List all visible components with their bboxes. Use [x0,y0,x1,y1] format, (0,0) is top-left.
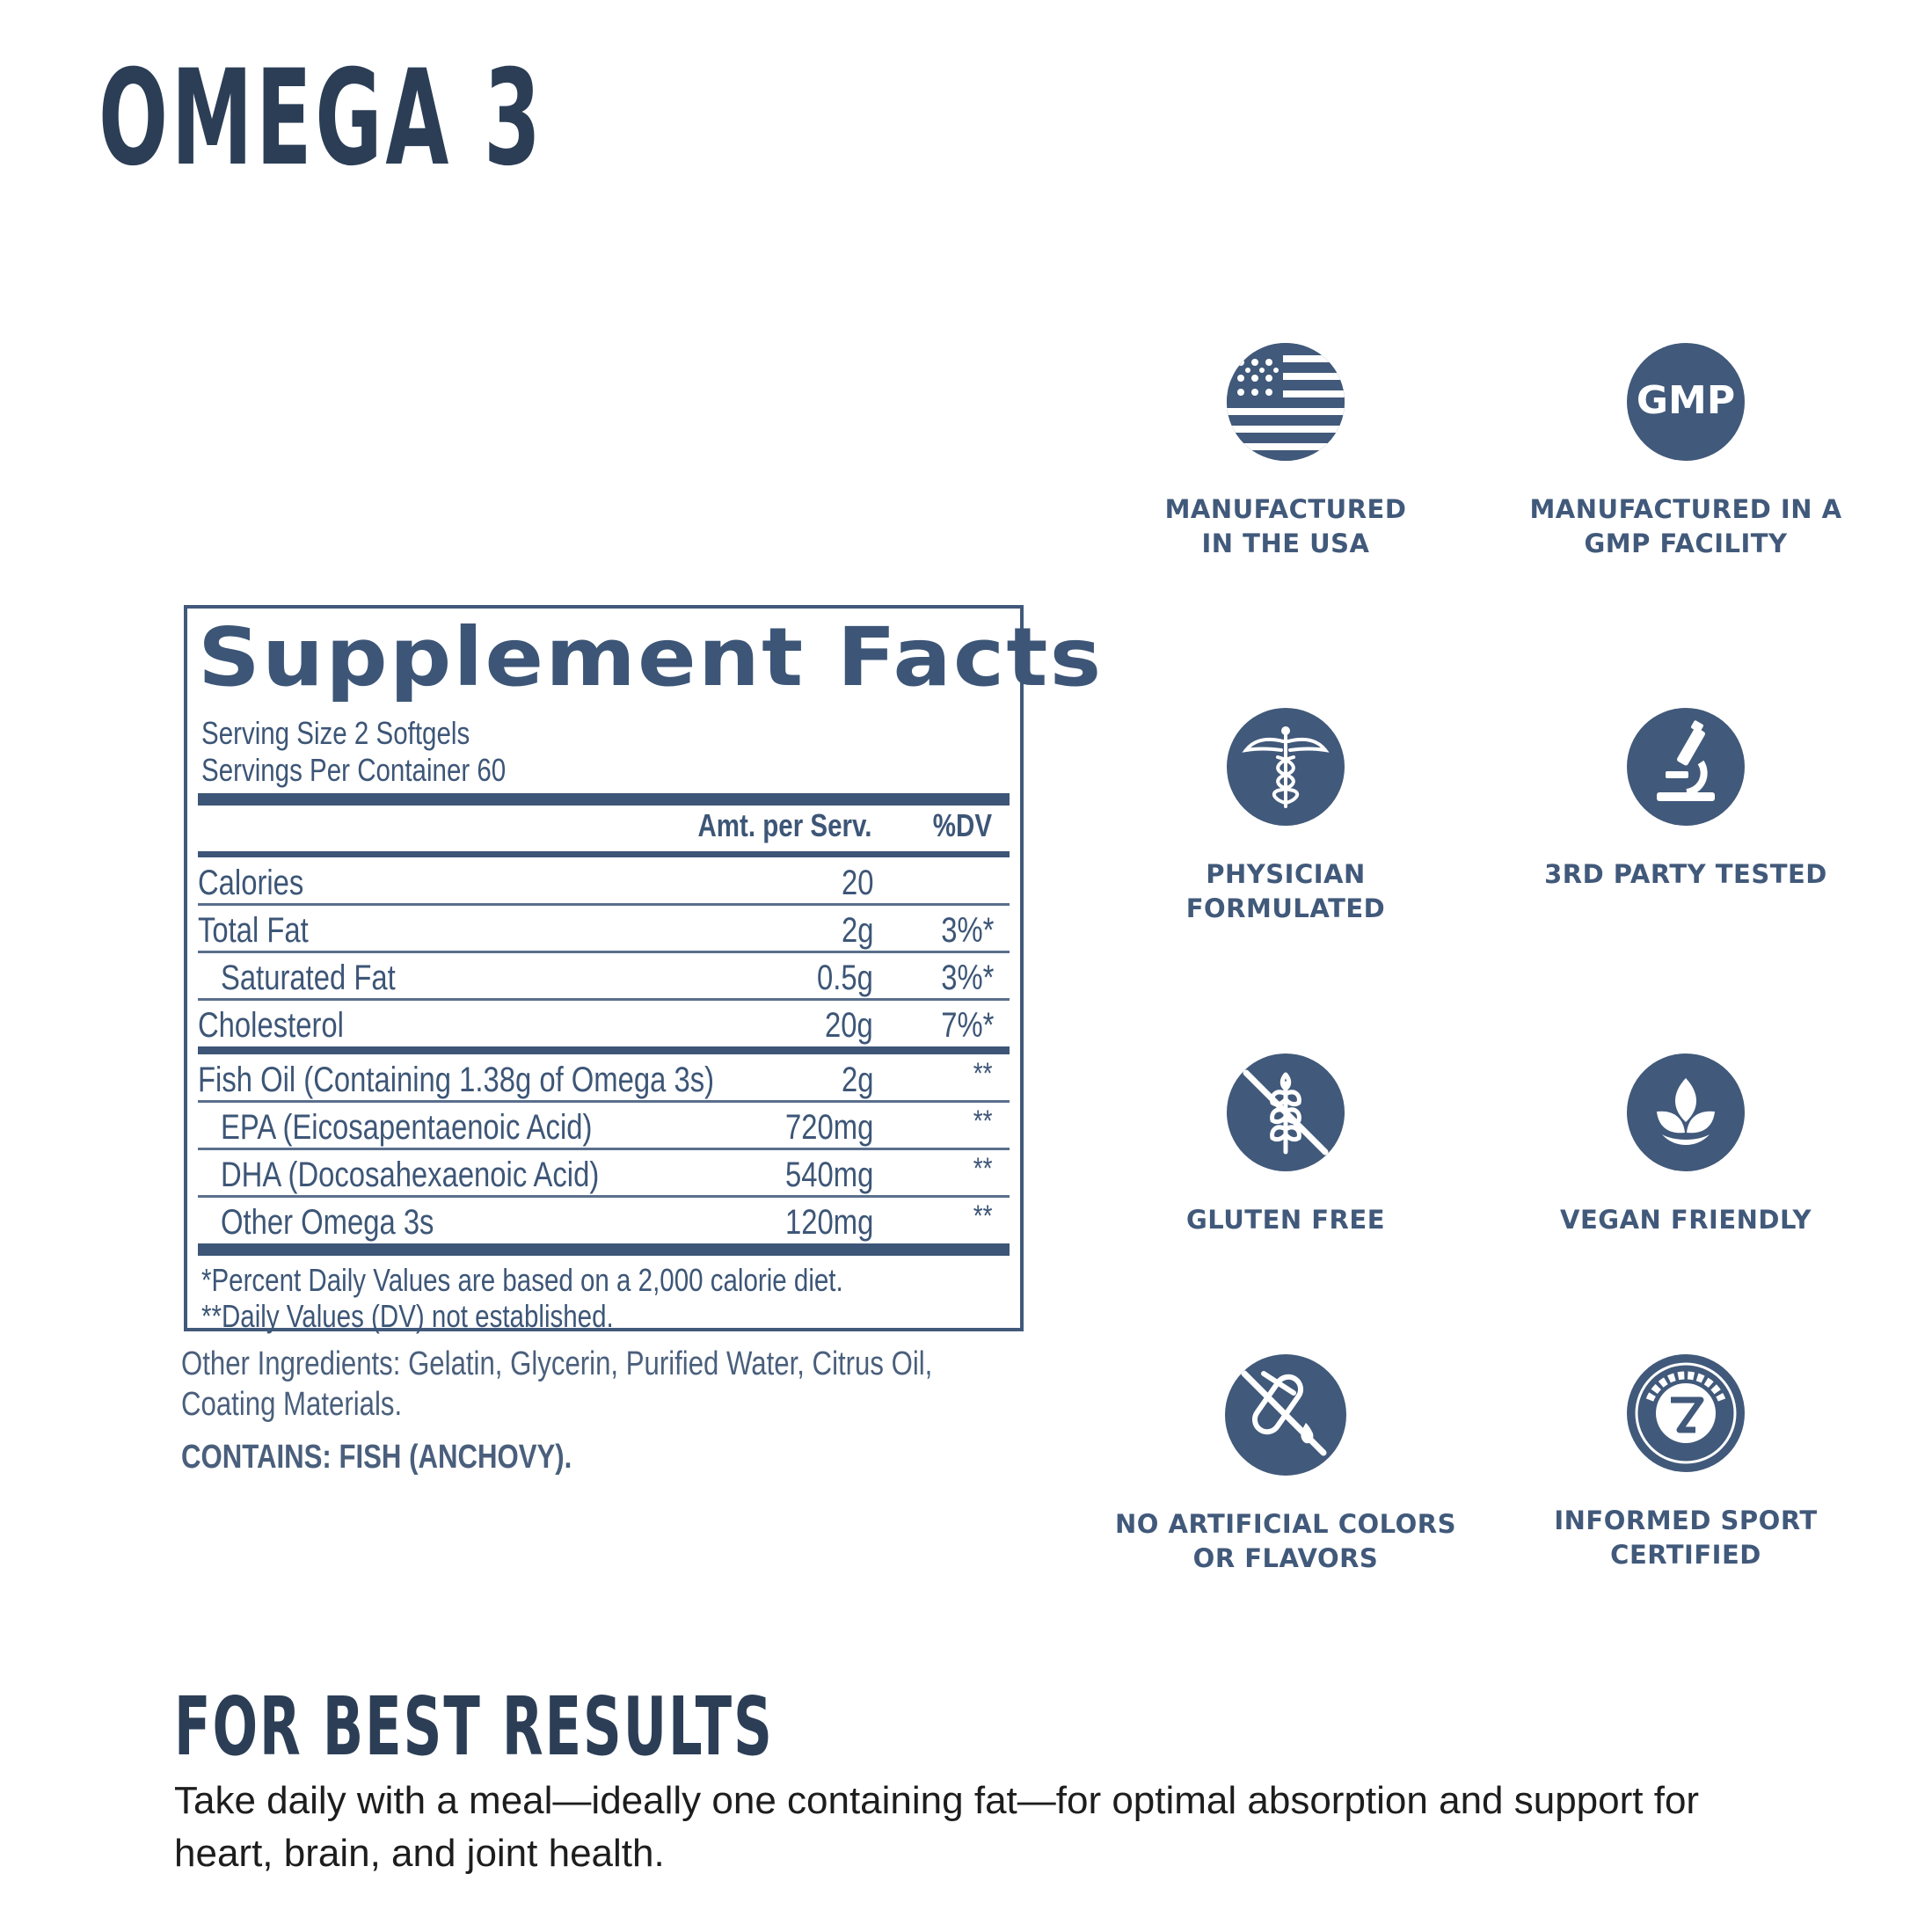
row-name: Fish Oil (Containing 1.38g of Omega 3s) [198,1061,715,1099]
gmp-icon-text: GMP [1636,378,1736,423]
facts-row-cholesterol [198,1001,1010,1048]
no-dye-icon [1225,1354,1346,1476]
row-dv: ** [973,1105,992,1138]
row-amount: 720mg [784,1108,873,1147]
badge-label-line1: VEGAN FRIENDLY [1560,1205,1812,1235]
badge-label-line1: NO ARTIFICIAL COLORS [1114,1509,1456,1539]
page-title: OMEGA 3 [98,42,544,195]
row-name: Calories [198,864,304,902]
badge-label-line1: PHYSICIAN [1206,859,1366,889]
facts-row-calories [198,858,1010,906]
badge-no-artificial [1101,1354,1470,1576]
badge-label-line1: MANUFACTURED [1164,494,1407,524]
caduceus-icon [1227,708,1345,826]
badge-label [1501,857,1870,892]
badge-made-in-usa [1101,343,1470,561]
row-dv: 3%* [940,911,994,950]
thick-divider [198,1243,1010,1256]
serving-size: Serving Size 2 Softgels [201,715,470,751]
badge-vegan [1501,1053,1870,1237]
badge-label [1501,1203,1870,1237]
badge-label [1101,1507,1470,1576]
best-results-heading: FOR BEST RESULTS [174,1680,774,1774]
row-name: EPA (Eicosapentaenoic Acid) [221,1108,593,1147]
row-name: Saturated Fat [221,959,396,997]
row-dv: ** [973,1057,992,1090]
row-amount: 2g [841,1061,873,1099]
badge-gmp [1501,343,1870,561]
servings-per-container: Servings Per Container 60 [201,752,507,788]
badge-gluten-free [1101,1053,1470,1237]
badge-label [1101,1203,1470,1237]
badge-label-line2: CERTIFIED [1610,1540,1761,1570]
badge-label-line2: IN THE USA [1201,529,1370,558]
badge-label-line2: FORMULATED [1185,893,1386,923]
facts-row-saturated-fat [198,953,1010,1001]
row-dv: 3%* [940,959,994,997]
row-amount: 20 [841,864,873,902]
badge-label-line1: GLUTEN FREE [1185,1205,1386,1235]
thick-divider [198,793,1010,806]
header-divider [198,851,1010,857]
footnote-not-established: **Daily Values (DV) not established. [201,1298,614,1334]
row-amount: 20g [825,1006,873,1045]
footnote-dv: *Percent Daily Values are based on a 2,000 calorie diet. [201,1262,843,1298]
us-flag-icon [1227,343,1345,461]
section-divider [198,1046,1010,1054]
badge-label-line1: 3RD PARTY TESTED [1544,859,1827,889]
row-dv: 7%* [940,1006,994,1045]
supplement-facts-heading: Supplement Facts [198,610,1104,704]
badge-label-line2: OR FLAVORS [1192,1543,1379,1573]
no-wheat-icon [1227,1053,1345,1171]
row-amount: 0.5g [817,959,873,997]
row-name: Other Omega 3s [221,1203,434,1242]
facts-row-other-omega [198,1198,1010,1245]
badge-label-line1: MANUFACTURED IN A [1529,494,1842,524]
badge-label [1101,492,1470,561]
microscope-icon [1627,708,1745,826]
badge-third-party [1501,708,1870,892]
facts-row-epa [198,1103,1010,1150]
badge-label [1501,492,1870,561]
dv-header: %DV [932,807,992,843]
informed-sport-icon [1627,1354,1745,1472]
row-amount: 540mg [784,1156,873,1194]
row-amount: 120mg [784,1203,873,1242]
row-name: Total Fat [198,911,309,950]
best-results-text: Take daily with a meal—ideally one containing fat—for optimal absorption and support for heart, brain, and joint health. [174,1779,1700,1875]
facts-row-total-fat [198,906,1010,953]
row-dv: ** [973,1199,992,1233]
badge-label [1501,1504,1870,1572]
badge-physician [1101,708,1470,926]
row-name: Cholesterol [198,1006,344,1045]
facts-row-fish-oil [198,1055,1010,1103]
badge-label-line2: GMP FACILITY [1584,529,1788,558]
row-amount: 2g [841,911,873,950]
row-name: DHA (Docosahexaenoic Acid) [221,1156,600,1194]
other-ingredients-cont: Coating Materials. [181,1386,403,1423]
badge-label-line1: INFORMED SPORT [1554,1506,1818,1535]
row-dv: ** [973,1152,992,1185]
supplement-facts-panel [184,605,1104,1334]
other-ingredients: Other Ingredients: Gelatin, Glycerin, Purified Water, Citrus Oil, [181,1345,933,1382]
leaf-icon [1627,1053,1745,1171]
facts-row-dha [198,1150,1010,1198]
badge-label [1101,857,1470,926]
amount-header: Amt. per Serv. [697,807,871,843]
gmp-icon [1627,343,1745,461]
badge-informed-sport [1501,1354,1870,1572]
allergen-statement: CONTAINS: FISH (ANCHOVY). [181,1439,572,1476]
